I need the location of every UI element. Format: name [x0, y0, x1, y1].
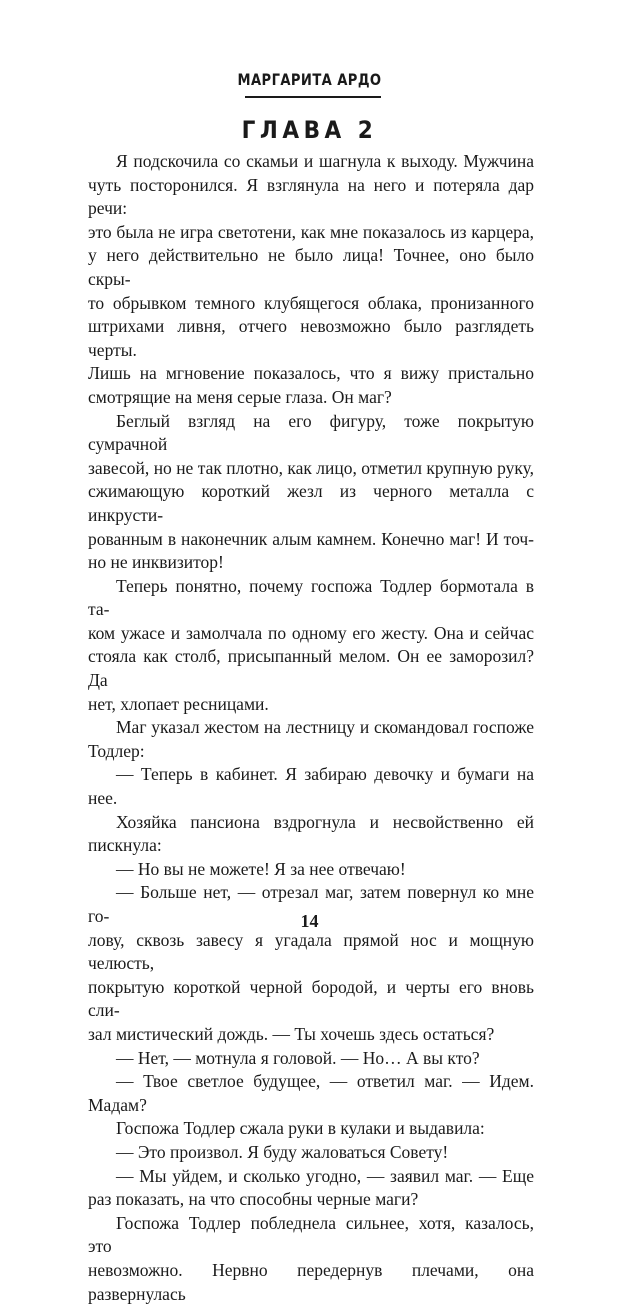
text-line: Тодлер:	[88, 740, 145, 761]
text-line: Лишь на мгновение показалось, что я вижу пристально	[88, 363, 534, 384]
text-line: чуть посторонился. Я взглянула на него и потеряла дар речи:	[88, 174, 534, 219]
text-line: зал мистический дождь. — Ты хочешь здесь остаться?	[88, 1023, 495, 1044]
text-line: смотрящие на меня серые глаза. Он маг?	[88, 386, 392, 407]
text-line: Госпожа Тодлер сжала руки в кулаки и выдавила:	[116, 1118, 485, 1139]
text-line: — Мы уйдем, и сколько угодно, — заявил маг. — Еще	[116, 1165, 534, 1186]
text-line: нет, хлопает ресницами.	[88, 693, 269, 714]
text-line: у него действительно не было лица! Точнее, оно было скры-	[88, 245, 534, 289]
text-line: нее.	[88, 788, 118, 809]
text-line: — Это произвол. Я буду жаловаться Совету!	[116, 1141, 449, 1162]
text-line: штрихами ливня, отчего невозможно было разглядеть черты.	[88, 316, 534, 360]
text-line: лову, сквозь завесу я угадала прямой нос и мощную челюсть,	[88, 929, 534, 974]
author-running-head: МАРГАРИТА АРДО	[237, 70, 382, 89]
text-line: это была не игра светотени, как мне показалось из карцера,	[88, 221, 534, 242]
text-line: — Теперь в кабинет. Я забираю девочку и бумаги на	[116, 764, 534, 785]
text-line: то обрывком темного клубящегося облака, пронизанного	[88, 292, 534, 313]
text-line: завесой, но не так плотно, как лицо, отметил крупную руку,	[88, 457, 534, 478]
text-line: сжимающую короткий жезл из черного металла с инкрусти-	[88, 481, 534, 525]
text-line: раз показать, на что способны черные маги?	[88, 1189, 419, 1210]
text-line: ком ужасе и замолчала по одному его жесту. Она и сейчас	[88, 622, 534, 643]
header-underline-rule	[245, 96, 381, 98]
text-line: Хозяйка пансиона вздрогнула и несвойственно ей пискнула:	[88, 811, 534, 856]
text-line: но не инквизитор!	[88, 552, 224, 573]
text-line: Госпожа Тодлер побледнела сильнее, хотя, казалось, это	[88, 1212, 534, 1257]
text-line: Теперь понятно, почему госпожа Тодлер бормотала в та-	[88, 575, 534, 620]
text-line: рованным в наконечник алым камнем. Конечно маг! И точ-	[88, 528, 534, 549]
text-line: — Больше нет, — отрезал маг, затем повернул ко мне го-	[88, 882, 534, 926]
text-line: Я подскочила со скамьи и шагнула к выходу. Мужчина	[116, 151, 534, 171]
chapter-title: ГЛАВА 2	[241, 116, 378, 144]
text-line: — Но вы не можете! Я за нее отвечаю!	[116, 858, 406, 879]
text-line: покрытую короткой черной бородой, и черты его вновь сли-	[88, 976, 534, 1021]
text-line: — Нет, — мотнула я головой. — Но… А вы кто?	[116, 1047, 480, 1068]
text-line: Беглый взгляд на его фигуру, тоже покрытую сумрачной	[88, 410, 534, 455]
text-line: Маг указал жестом на лестницу и скомандовал госпоже	[116, 717, 534, 738]
page-number: 14	[300, 911, 319, 931]
text-line: — Твое светлое будущее, — ответил маг. — Идем. Мадам?	[88, 1071, 534, 1115]
text-line: невозможно. Нервно передернув плечами, она развернулась	[88, 1259, 534, 1304]
text-line: стояла как столб, присыпанный мелом. Он ее заморозил? Да	[88, 646, 534, 691]
body-text	[88, 150, 534, 1306]
